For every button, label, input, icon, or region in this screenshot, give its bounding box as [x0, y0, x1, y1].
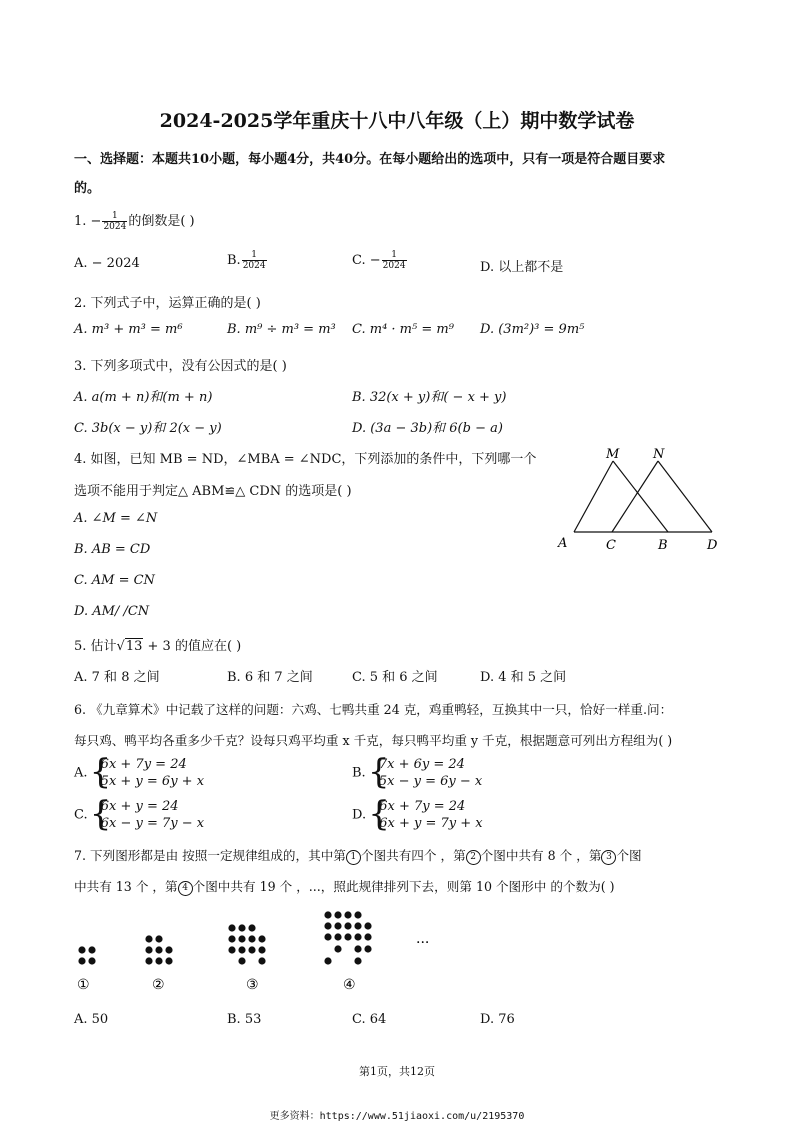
- q7-line2-b: 个图中共有 19 个 ，...，照此规律排列下去，则第 10 个图形中 的个数为( ): [192, 879, 615, 894]
- q5-option-b: B. 6 和 7 之间: [227, 670, 313, 685]
- page-title: 2024-2025学年重庆十八中八年级（上）期中数学试卷: [159, 110, 635, 132]
- q1-suffix: 的倒数是( ): [128, 214, 195, 229]
- q5-option-a: A. 7 和 8 之间: [74, 670, 160, 685]
- q6-c-eq1: 6x + y = 24: [100, 799, 179, 814]
- q2-option-b: B. m⁹ ÷ m³ = m³: [227, 322, 336, 337]
- q1-c-num: 1: [382, 250, 407, 261]
- label-c: C: [606, 538, 616, 553]
- q6-b-label: B.: [352, 765, 366, 781]
- label-d: D: [707, 538, 718, 553]
- pattern-label-2: ②: [152, 977, 165, 993]
- q6-a-eq1: 6x + 7y = 24: [100, 757, 187, 772]
- question-3-stem: 3. 下列多项式中，没有公因式的是( ): [74, 359, 287, 374]
- q7-circled-3: 3: [601, 850, 616, 865]
- label-n: N: [653, 447, 665, 462]
- pattern-ellipsis: ...: [416, 931, 430, 947]
- q1-frac-den: 2024: [103, 222, 127, 232]
- q5-prefix: 5. 估计: [74, 639, 117, 654]
- q7-option-b: B. 53: [227, 1012, 262, 1027]
- segment-cn: [612, 461, 658, 532]
- q6-a-eq2: 5x + y = 6y + x: [100, 774, 205, 789]
- q5-option-d: D. 4 和 5 之间: [480, 670, 567, 685]
- q7-circled-2: 2: [466, 850, 481, 865]
- q6-b-eq2: 5x − y = 6y − x: [378, 774, 483, 789]
- q6-a-label: A.: [74, 765, 88, 781]
- pattern-2: [145, 935, 172, 964]
- q6-d-eq1: 6x + 7y = 24: [379, 799, 466, 814]
- segment-mb: [613, 461, 668, 532]
- q7-option-c: C. 64: [352, 1012, 387, 1027]
- q4-option-b: B. AB = CD: [74, 542, 151, 557]
- q7-line1-d: 个图: [616, 848, 642, 863]
- q7-line1-b: 个图共有四个 ，第: [360, 848, 466, 863]
- pattern-3: [228, 924, 265, 964]
- label-m: M: [606, 447, 620, 462]
- q4-option-c: C. AM = CN: [74, 573, 155, 588]
- q1-option-d: D. 以上都不是: [480, 260, 564, 275]
- q6-option-a: [74, 756, 204, 790]
- q3-option-b: B. 32(x + y)和( − x + y): [352, 390, 507, 405]
- q7-line1-c: 个图中共有 8 个 ，第: [480, 848, 602, 863]
- q7-circled-4: 4: [178, 881, 193, 896]
- segment-am: [574, 461, 613, 532]
- dot-pattern-figure: [60, 905, 460, 1000]
- label-a: A: [558, 536, 568, 551]
- q6-c-label: C.: [74, 807, 88, 823]
- question-4-stem-line2: 选项不能用于判定△ ABM≌△ CDN 的选项是( ): [74, 484, 352, 499]
- segment-nd: [658, 461, 712, 532]
- q2-option-a: A. m³ + m³ = m⁶: [74, 322, 183, 337]
- question-4-stem-line1: 4. 如图，已知 MB = ND，∠MBA = ∠NDC，下列添加的条件中，下列哪一个: [74, 452, 537, 467]
- q6-option-c: [74, 798, 204, 832]
- question-2-stem: 2. 下列式子中，运算正确的是( ): [74, 296, 261, 311]
- q6-d-label: D.: [352, 807, 367, 823]
- q1-c-prefix: C. −: [352, 253, 381, 268]
- q1-option-a: A. − 2024: [74, 256, 140, 271]
- sqrt-sign: √: [116, 639, 125, 654]
- q7-option-d: D. 76: [480, 1012, 515, 1027]
- q6-d-eq2: 6x + y = 7y + x: [379, 816, 483, 831]
- question-7-stem-line2: [74, 876, 615, 896]
- q1-option-c: [352, 250, 408, 271]
- q1-b-prefix: B.: [227, 253, 241, 268]
- pattern-label-4: ④: [343, 977, 356, 993]
- question-6-stem-line1: 6. 《九章算术》中记载了这样的问题：六鸡、七鸭共重 24 克，鸡重鸭轻，互换其中一只，恰好一样重.问：: [74, 702, 673, 717]
- pattern-label-1: ①: [77, 977, 90, 993]
- section-instruction-line2: 的。: [74, 181, 101, 196]
- q6-b-eq1: 7x + 6y = 24: [378, 757, 465, 772]
- q3-option-d: D. (3a − 3b)和 6(b − a): [352, 421, 503, 436]
- q3-option-a: A. a(m + n)和(m + n): [74, 390, 213, 405]
- q1-c-den: 2024: [382, 261, 406, 271]
- q6-option-d: [352, 798, 483, 832]
- q1-option-b: [227, 250, 268, 271]
- pattern-1: [78, 946, 95, 964]
- pattern-label-3: ③: [246, 977, 259, 993]
- q5-sqrt-arg: 13: [125, 639, 143, 654]
- source-link[interactable]: 更多资料：https://www.51jiaoxi.com/u/2195370: [269, 1111, 525, 1122]
- q6-c-eq2: 6x − y = 7y − x: [100, 816, 205, 831]
- triangle-figure: [550, 445, 730, 555]
- q4-option-d: D. AM/ /CN: [74, 604, 150, 619]
- section-instruction-line1: 一、选择题：本题共10小题，每小题4分，共40分。在每小题给出的选项中，只有一项是符合题目要求: [74, 152, 666, 167]
- page-footer: 第1页，共12页: [359, 1065, 435, 1078]
- q2-option-c: C. m⁴ · m⁵ = m⁹: [352, 322, 454, 337]
- q1-prefix: 1. −: [74, 214, 102, 229]
- q1-frac-num: 1: [102, 211, 127, 222]
- label-b: B: [658, 538, 668, 553]
- q7-option-a: A. 50: [74, 1012, 109, 1027]
- q2-option-d: D. (3m²)³ = 9m⁵: [480, 322, 585, 337]
- q6-option-b: [352, 756, 482, 790]
- q1-fraction: [102, 211, 127, 232]
- q5-option-c: C. 5 和 6 之间: [352, 670, 438, 685]
- q4-option-a: A. ∠M = ∠N: [74, 511, 158, 526]
- q7-line1-a: 7. 下列图形都是由 按照一定规律组成的，其中第: [74, 848, 346, 863]
- q1-b-num: 1: [242, 250, 267, 261]
- question-1-stem: [74, 210, 195, 232]
- pattern-4: [324, 911, 371, 964]
- q1-b-den: 2024: [242, 261, 266, 271]
- q7-line2-a: 中共有 13 个 ，第: [74, 879, 178, 894]
- question-5-stem: [74, 635, 241, 654]
- q7-circled-1: 1: [346, 850, 361, 865]
- question-7-stem-line1: [74, 845, 642, 865]
- q3-option-c: C. 3b(x − y)和 2(x − y): [74, 421, 222, 436]
- q5-suffix: + 3 的值应在( ): [147, 639, 242, 654]
- question-6-stem-line2: 每只鸡、鸭平均各重多少千克？设每只鸡平均重 x 千克，每只鸭平均重 y 千克，根据题意可列出方程组为( ): [74, 733, 673, 748]
